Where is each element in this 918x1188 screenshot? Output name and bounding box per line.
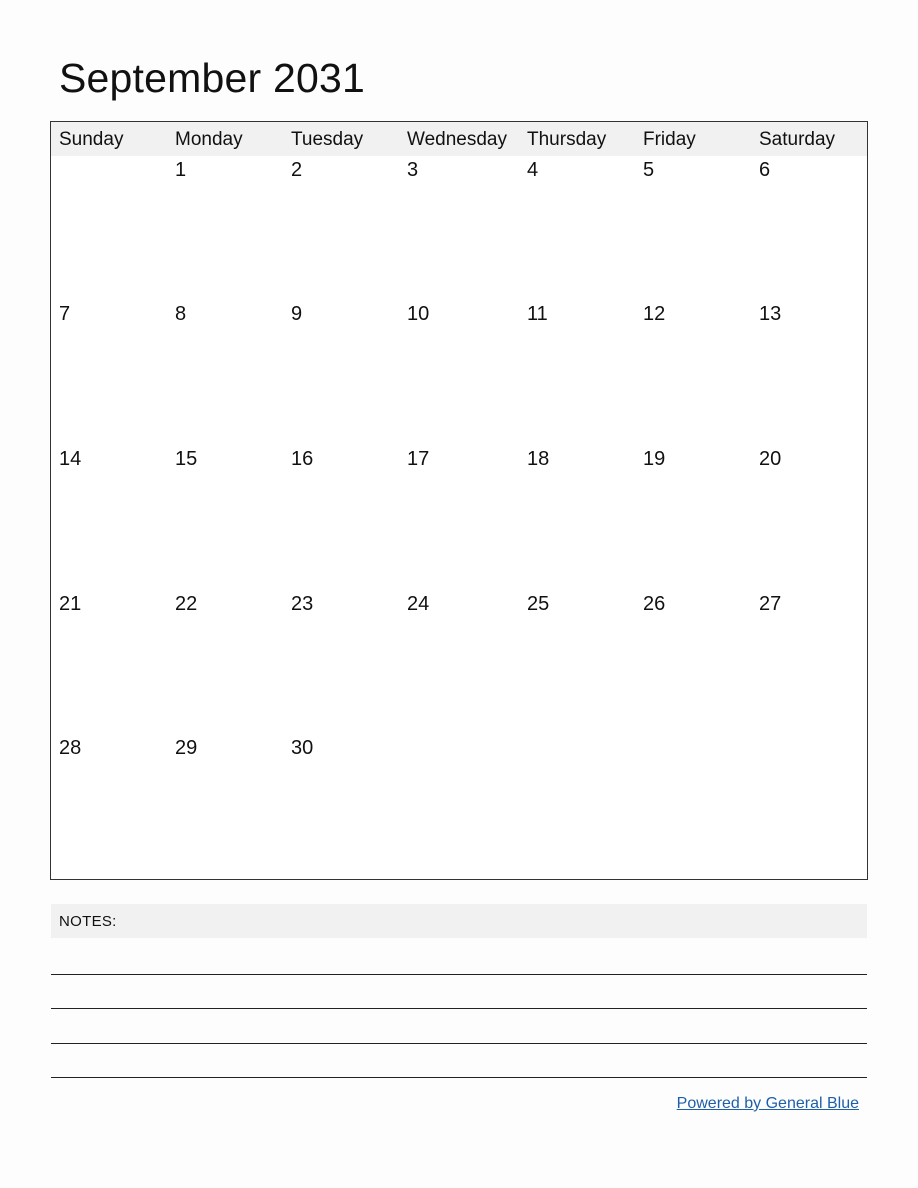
day-number: 14 [59,448,82,470]
day-number: 22 [175,593,198,615]
day-number: 18 [527,448,550,470]
day-number: 3 [407,159,419,181]
day-number: 30 [291,737,314,759]
day-number: 23 [291,593,314,615]
day-number: 24 [407,593,430,615]
weekday-friday: Friday [643,129,696,150]
day-number: 26 [643,593,666,615]
day-number: 8 [175,303,187,325]
powered-by-link[interactable]: Powered by General Blue [676,1095,859,1112]
day-number: 25 [527,593,550,615]
day-number: 6 [759,159,771,181]
day-number: 27 [759,593,782,615]
day-number: 16 [291,448,314,470]
notes-header [51,904,867,938]
note-line[interactable] [51,974,867,975]
page-title: September 2031 [59,55,365,101]
weekday-thursday: Thursday [527,129,607,150]
weekday-monday: Monday [175,129,243,150]
weekday-header-row [51,122,867,156]
day-number: 19 [643,448,666,470]
calendar-grid [50,121,868,880]
day-number: 13 [759,303,782,325]
day-number: 5 [643,159,655,181]
day-number: 17 [407,448,430,470]
day-number: 7 [59,303,71,325]
day-number: 11 [527,303,548,325]
weekday-tuesday: Tuesday [291,129,364,150]
day-number: 28 [59,737,82,759]
day-number: 15 [175,448,198,470]
weekday-saturday: Saturday [759,129,836,150]
day-number: 21 [59,593,82,615]
day-number: 9 [291,303,303,325]
note-line[interactable] [51,1077,867,1078]
day-number: 12 [643,303,666,325]
weekday-wednesday: Wednesday [407,129,507,150]
day-number: 10 [407,303,430,325]
day-number: 29 [175,737,198,759]
notes-label: NOTES: [59,913,117,930]
day-number: 2 [291,159,303,181]
note-line[interactable] [51,1008,867,1009]
day-number: 4 [527,159,539,181]
day-number: 1 [175,159,187,181]
weekday-sunday: Sunday [59,129,124,150]
note-line[interactable] [51,1043,867,1044]
day-number: 20 [759,448,782,470]
